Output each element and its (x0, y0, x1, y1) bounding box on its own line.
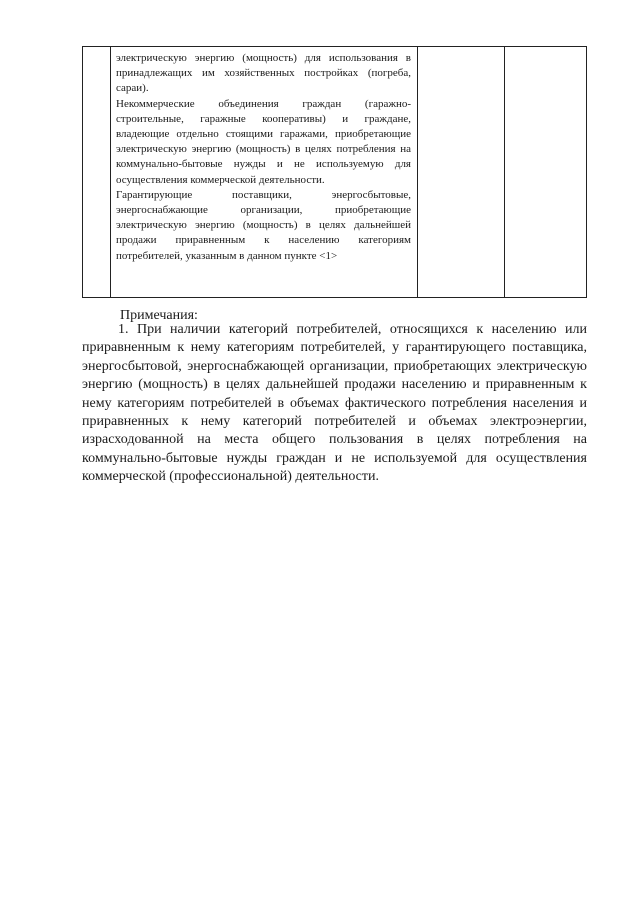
table-paragraph: Некоммерческие объединения граждан (гаражно-строительные, гаражные кооперативы) и граждане, владеющие отдельно стоящими гаражами, приобретающие электрическую энергию (мощность) в целях потребления на коммунально-бытовые нужды и не используемую для осуществления коммерческой деятельности. (116, 97, 411, 186)
table-column-divider (417, 47, 418, 297)
note-item: 1. При наличии категорий потребителей, относящихся к населению или приравненным к нему категориям потребителей, у гарантирующего поставщика, энергосбытовой, энергоснабжающей организации, приобретающих электрическую энергию (мощность) в целях дальнейшей продажи населению и приравненным к нему категориям потребителей в объемах фактического потребления населения и приравненных к нему категорий потребителей и объемах электроэнергии, израсходованной на места общего пользования в целях потребления на коммунально-бытовые нужды граждан и не используемой для осуществления коммерческой (профессиональной) деятельности. (82, 322, 587, 485)
notes-title: Примечания: (120, 308, 198, 323)
table-column-divider (504, 47, 505, 297)
tariff-table (82, 46, 587, 298)
table-paragraph: Гарантирующие поставщики, энергосбытовые, энергоснабжающие организации, приобретающие электрическую энергию (мощность) в целях дальнейшей продажи приравненным к населению категориям потребителей, указанным в данном пункте <1> (116, 188, 411, 262)
table-cell-consumer-categories (116, 51, 411, 264)
table-column-divider (110, 47, 111, 297)
table-paragraph: электрическую энергию (мощность) для использования в принадлежащих им хозяйственных постройках (погреба, сараи). (116, 52, 411, 95)
